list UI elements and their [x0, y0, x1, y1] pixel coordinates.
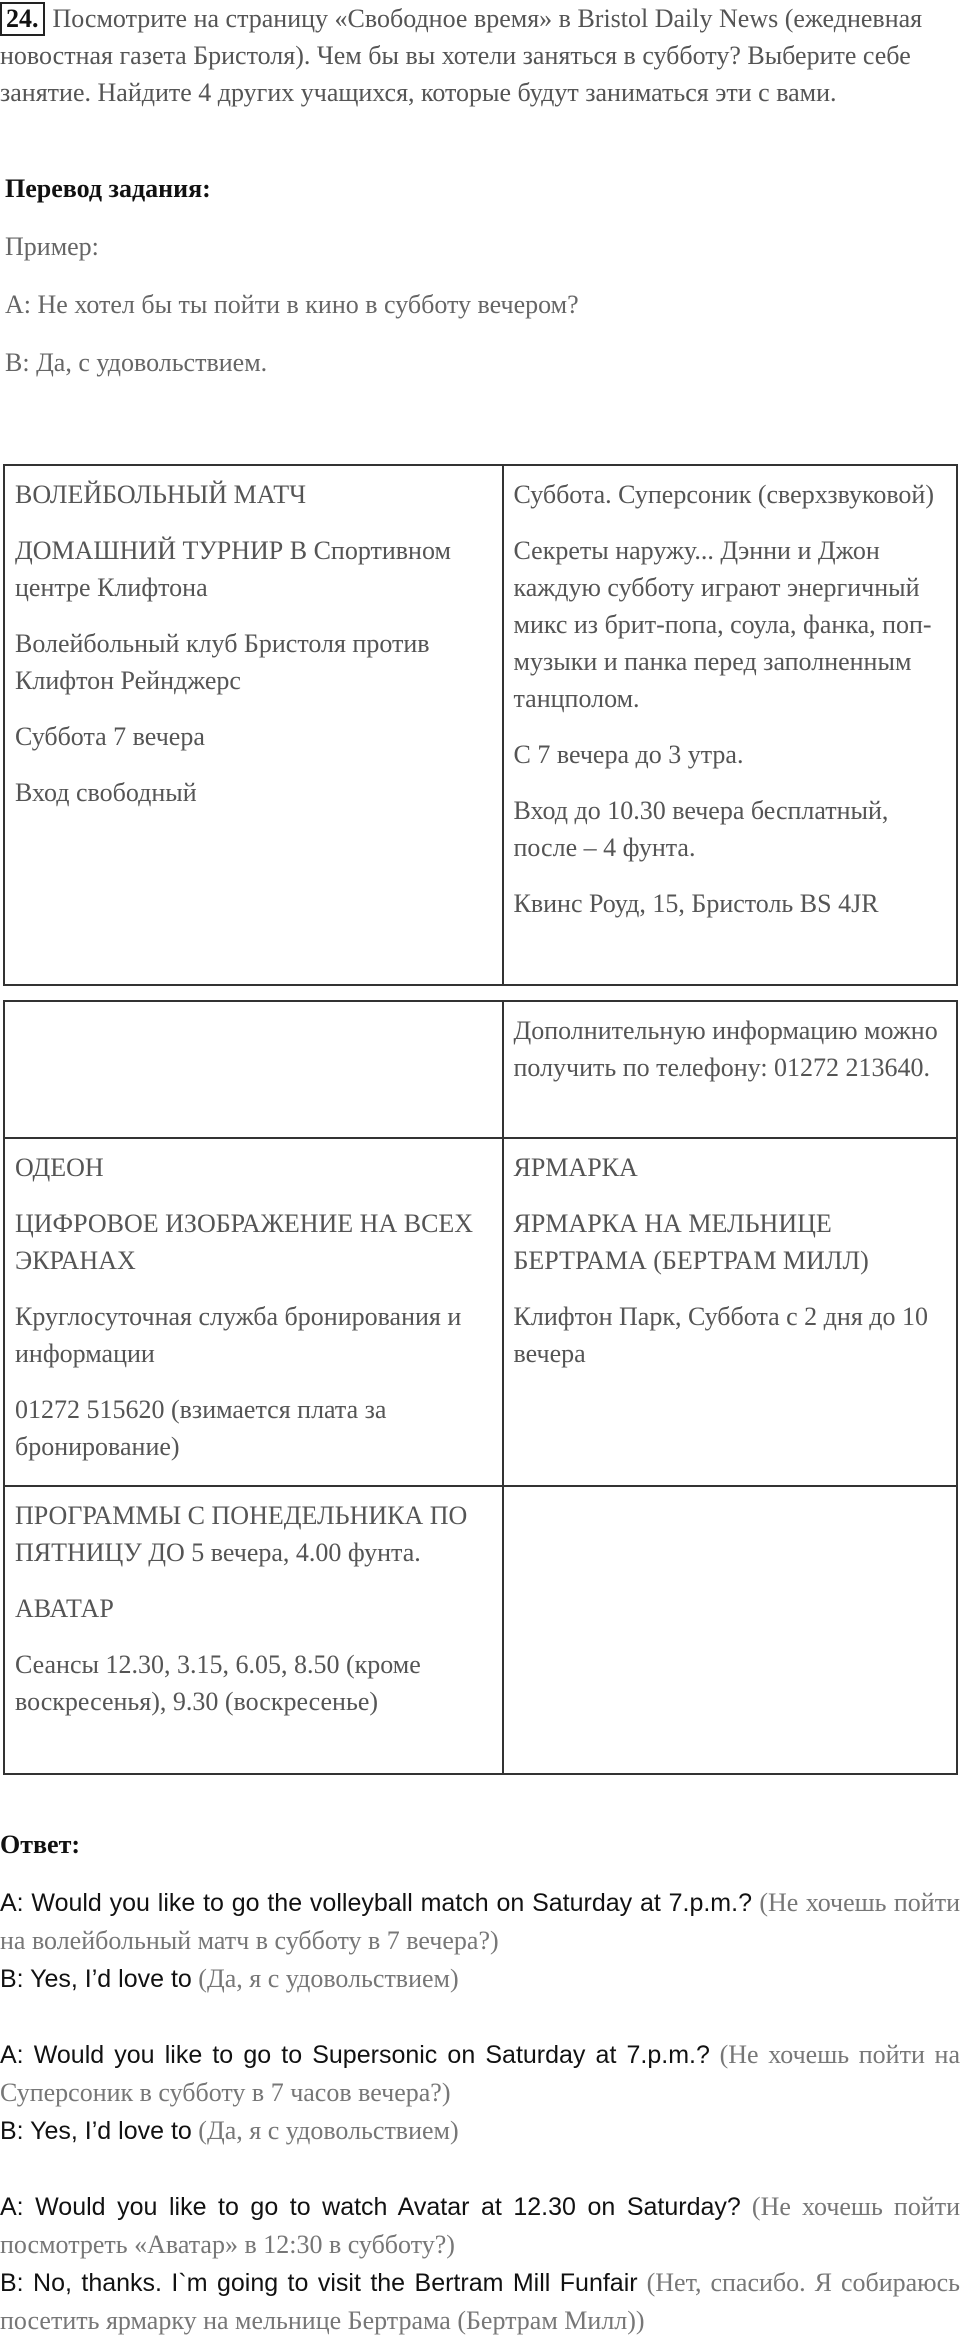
cell-text: ПРОГРАММЫ С ПОНЕДЕЛЬНИКА ПО ПЯТНИЦУ ДО 5 вечера, 4.00 фунта.	[15, 1501, 468, 1567]
english-line: A: Would you like to go the volleyball match on Saturday at 7.p.m.?	[0, 1889, 752, 1917]
english-line: B: Yes, I’d love to	[0, 1965, 192, 1993]
russian-translation: (Не хочешь пойти на волейбольный матч в субботу в 7 вечера?)	[0, 1888, 960, 1955]
answer-heading: Ответ:	[0, 1830, 81, 1859]
russian-translation: (Не хочешь пойти посмотреть «Аватар» в 12:30 в субботу?)	[0, 2192, 960, 2259]
task-text: Посмотрите на страницу «Свободное время» в Bristol Daily News (ежедневная новостная газета Бристоля). Чем бы вы хотели заняться в субботу? Выберите себе занятие. Найдите 4 других учащихся, которые будут заниматься эти с вами.	[0, 4, 923, 107]
funfair-cell	[503, 1138, 958, 1486]
cell-text: Суббота. Суперсоник (сверхзвуковой)	[513, 480, 934, 509]
dialogue-1-a	[0, 1884, 960, 1960]
example-line-b: В: Да, с удовольствием.	[5, 348, 268, 377]
english-line: B: No, thanks. I`m going to visit the Bertram Mill Funfair	[0, 2269, 638, 2297]
cell-text: Клифтон Парк, Суббота с 2 дня до 10 вечера	[513, 1302, 929, 1368]
supersonic-cell	[503, 465, 958, 985]
cell-text: Сеансы 12.30, 3.15, 6.05, 8.50 (кроме воскресенья), 9.30 (воскресенье)	[15, 1650, 421, 1716]
leisure-table-2	[3, 1000, 958, 1775]
volleyball-cell	[4, 465, 503, 985]
dialogue-2-a	[0, 2036, 960, 2112]
cell-text: ЯРМАРКА	[513, 1153, 638, 1182]
cell-text: Круглосуточная служба бронирования и информации	[15, 1302, 462, 1368]
info-phone-cell	[503, 1001, 958, 1138]
russian-translation: (Да, я с удовольствием)	[198, 1964, 459, 1993]
cell-text: ЦИФРОВОЕ ИЗОБРАЖЕНИЕ НА ВСЕХ ЭКРАНАХ	[15, 1209, 474, 1275]
dialogue-1-b	[0, 1960, 960, 1998]
cell-text: Секреты наружу... Дэнни и Джон каждую субботу играют энергичный микс из брит-попа, соула, фанка, поп-музыки и панка перед заполненным танцполом.	[513, 536, 932, 713]
task-number: 24.	[0, 2, 45, 36]
example-label: Пример:	[5, 232, 99, 261]
cell-text: ДОМАШНИЙ ТУРНИР В Спортивном центре Клифтона	[15, 536, 451, 602]
cell-text: Вход до 10.30 вечера бесплатный, после – 4 фунта.	[513, 796, 889, 862]
russian-translation: (Да, я с удовольствием)	[198, 2116, 459, 2145]
dialogue-3-a	[0, 2188, 960, 2264]
english-line: A: Would you like to go to watch Avatar at 12.30 on Saturday?	[0, 2193, 741, 2221]
empty-cell	[503, 1486, 958, 1774]
cell-text: Волейбольный клуб Бристоля против Клифтон Рейнджерс	[15, 629, 430, 695]
empty-cell	[4, 1001, 503, 1138]
leisure-table-1	[3, 464, 958, 986]
russian-translation: (Нет, спасибо. Я собираюсь посетить ярмарку на мельнице Бертрама (Бертрам Милл))	[0, 2268, 960, 2335]
cell-text: С 7 вечера до 3 утра.	[513, 740, 744, 769]
translation-heading: Перевод задания:	[5, 174, 211, 203]
russian-translation: (Не хочешь пойти на Суперсоник в субботу в 7 часов вечера?)	[0, 2040, 960, 2107]
cell-text: ОДЕОН	[15, 1153, 104, 1182]
dialogue-2-b	[0, 2112, 960, 2150]
cell-text: Вход свободный	[15, 778, 197, 807]
task-block	[0, 0, 960, 111]
cell-text: ЯРМАРКА НА МЕЛЬНИЦЕ БЕРТРАМА (БЕРТРАМ МИЛЛ)	[513, 1209, 869, 1275]
cell-text: 01272 515620 (взимается плата за бронирование)	[15, 1395, 387, 1461]
cell-text: Суббота 7 вечера	[15, 722, 205, 751]
dialogue-3-b	[0, 2264, 960, 2340]
cell-text: Дополнительную информацию можно получить по телефону: 01272 213640.	[513, 1016, 938, 1082]
english-line: B: Yes, I’d love to	[0, 2117, 192, 2145]
programmes-cell	[4, 1486, 503, 1774]
cell-text: ВОЛЕЙБОЛЬНЫЙ МАТЧ	[15, 480, 307, 509]
example-line-a: А: Не хотел бы ты пойти в кино в субботу вечером?	[5, 290, 579, 319]
english-line: A: Would you like to go to Supersonic on Saturday at 7.p.m.?	[0, 2041, 710, 2069]
cell-text: Квинс Роуд, 15, Бристоль BS 4JR	[513, 889, 879, 918]
cell-text: АВАТАР	[15, 1594, 114, 1623]
odeon-cell	[4, 1138, 503, 1486]
